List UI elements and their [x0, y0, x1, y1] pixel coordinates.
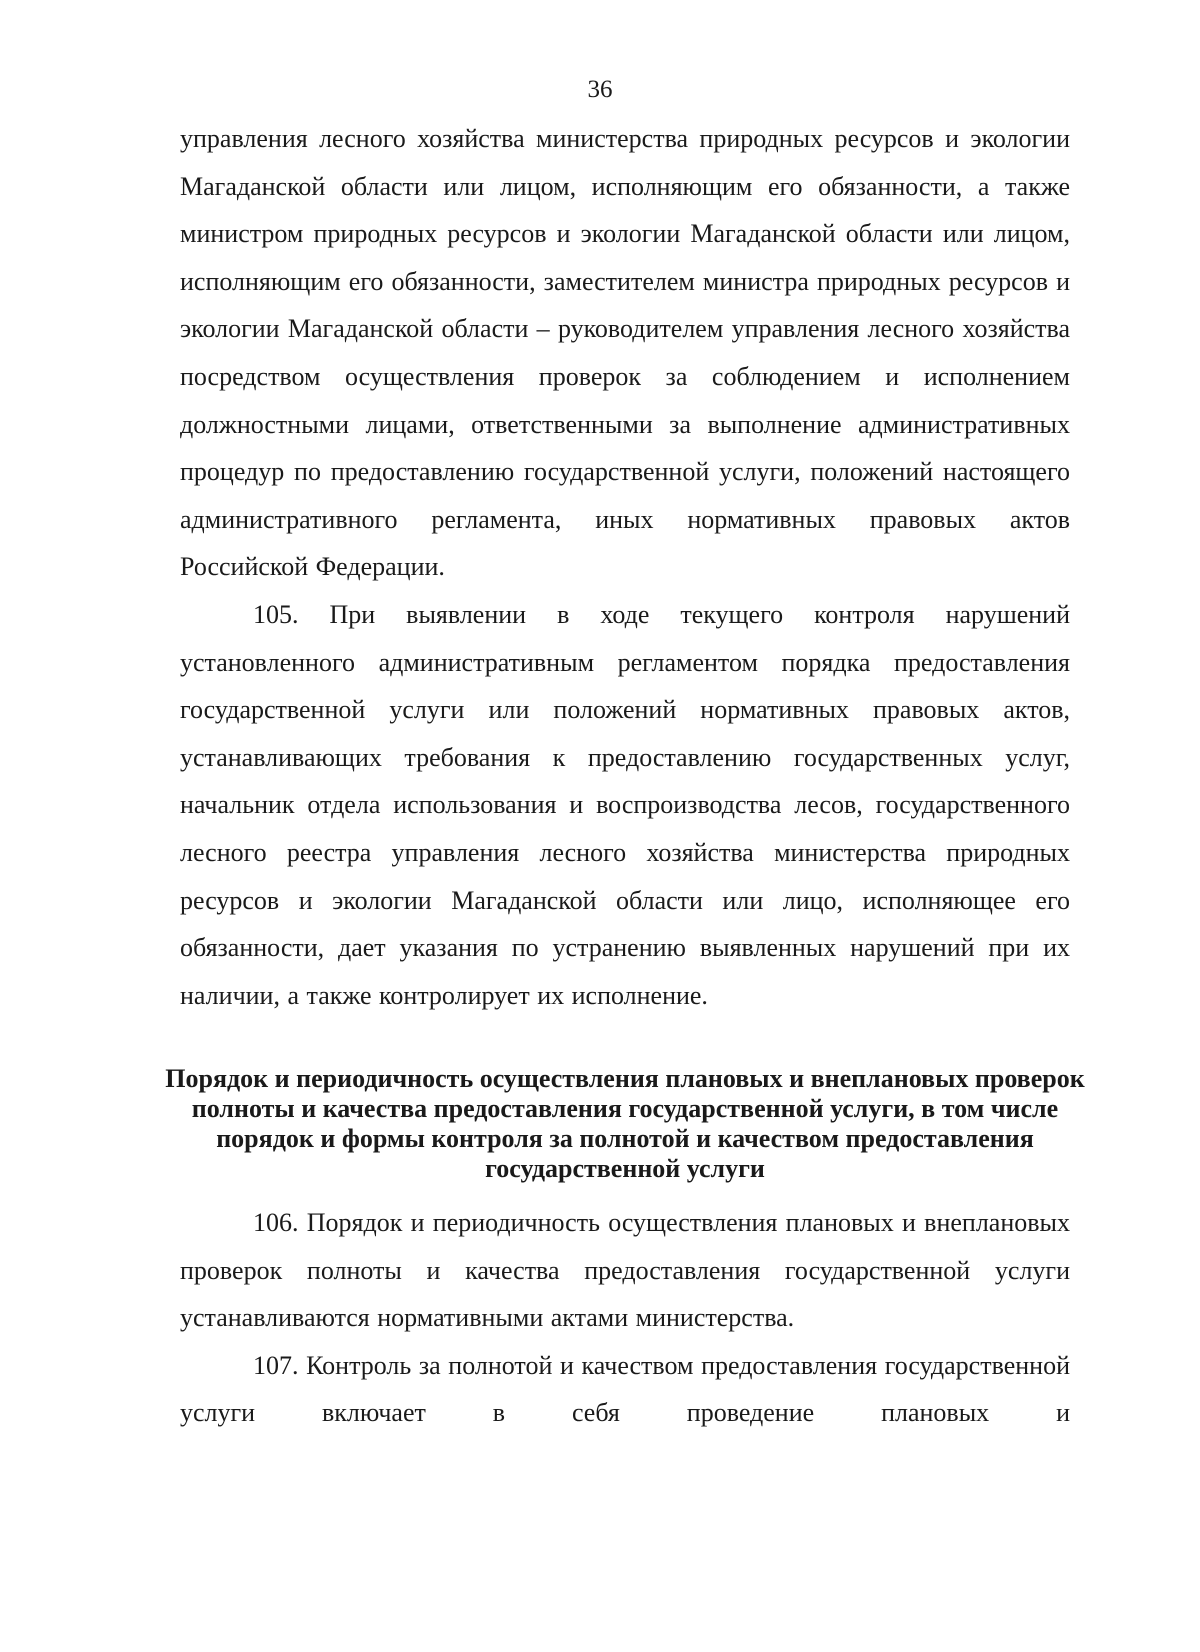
paragraph-107: 107. Контроль за полнотой и качеством предоставления государственной услуги включает в себя проведение плановых и — [180, 1350, 1070, 1428]
paragraph-105: 105. При выявлении в ходе текущего контроля нарушений установленного административным регламентом порядка предоставления государственной услуги или положений нормативных правовых актов, устанавливающих требования к предоставлению государственных услуг, начальник отдела использования и воспроизводства лесов, государственного лесного реестра управления лесного хозяйства министерства природных ресурсов и экологии Магаданской области или лицо, исполняющее его обязанности, дает указания по устранению выявленных нарушений при их наличии, а также контролирует их исполнение. — [180, 599, 1070, 1010]
paragraph-continuation: управления лесного хозяйства министерства природных ресурсов и экологии Магаданской области или лицом, исполняющим его обязанности, а также министром природных ресурсов и экологии Магаданской области или лицом, исполняющим его обязанности, заместителем министра природных ресурсов и экологии Магаданской области – руководителем управления лесного хозяйства посредством осуществления проверок за соблюдением и исполнением должностными лицами, ответственными за выполнение административных процедур по предоставлению государственной услуги, положений настоящего административного регламента, иных нормативных правовых актов Российской Федерации. — [180, 124, 1070, 582]
body-text-upper — [180, 115, 1070, 1019]
paragraph-106: 106. Порядок и периодичность осуществления плановых и внеплановых проверок полноты и качества предоставления государственной услуги устанавливаются нормативными актами министерства. — [180, 1208, 1070, 1333]
body-text-lower — [180, 1199, 1070, 1437]
section-heading: Порядок и периодичность осуществления плановых и внеплановых проверок полноты и качества предоставления государственной услуги, в том числе порядок и формы контроля за полнотой и качеством предоставления государственной услуги — [165, 1064, 1085, 1183]
page-number: 36 — [587, 76, 613, 103]
